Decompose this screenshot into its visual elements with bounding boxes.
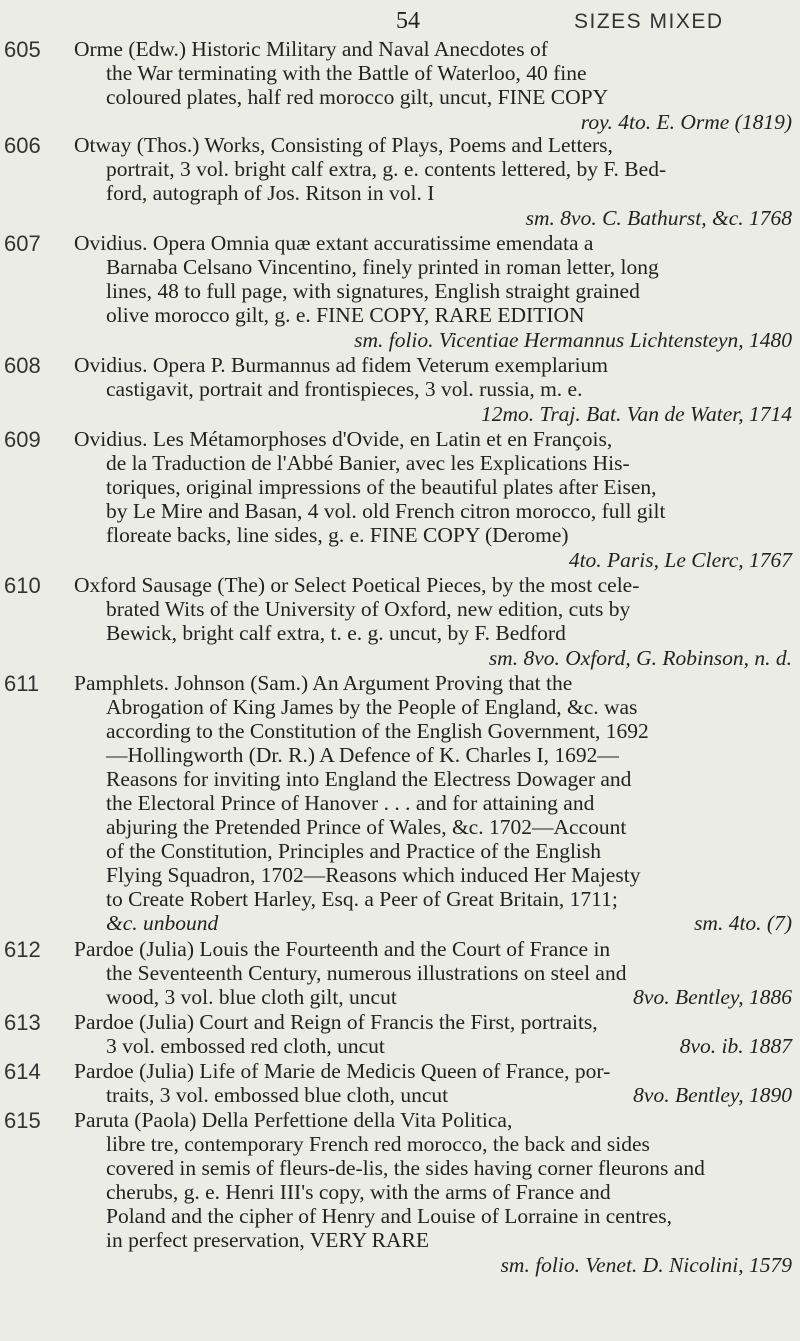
lot-number: 613 [4, 1010, 41, 1035]
lot-number: 614 [4, 1059, 41, 1084]
entry-line: Pardoe (Julia) Louis the Fourteenth and the Court of France in [74, 937, 611, 961]
lot-number: 605 [4, 37, 41, 62]
entry-line: &c. unbound [106, 911, 219, 935]
entry-line: abjuring the Pretended Prince of Wales, &c. 1702—Account [106, 815, 627, 839]
entry-line: the Seventeenth Century, numerous illustrations on steel and [106, 961, 627, 985]
entry-line: Oxford Sausage (The) or Select Poetical Pieces, by the most cele- [74, 573, 640, 597]
lot-number: 607 [4, 231, 41, 256]
entry-line: Poland and the cipher of Henry and Louise of Lorraine in centres, [106, 1204, 672, 1228]
entry-imprint: 12mo. Traj. Bat. Van de Water, 1714 [481, 402, 792, 426]
lot-number: 608 [4, 353, 41, 378]
entry-imprint: sm. 4to. (7) [694, 911, 792, 935]
entry-line: de la Traduction de l'Abbé Banier, avec les Explications His- [106, 451, 630, 475]
entry-imprint: 8vo. ib. 1887 [679, 1034, 792, 1058]
lot-number: 606 [4, 133, 41, 158]
entry-line: Flying Squadron, 1702—Reasons which induced Her Majesty [106, 863, 641, 887]
entry-line: Paruta (Paola) Della Perfettione della Vita Politica, [74, 1108, 513, 1132]
entry-imprint: sm. folio. Vicentiae Hermannus Lichtensteyn, 1480 [354, 328, 792, 352]
entry-line: by Le Mire and Basan, 4 vol. old French citron morocco, full gilt [106, 499, 666, 523]
page-number: 54 [396, 8, 420, 34]
entry-line: in perfect preservation, VERY RARE [106, 1228, 430, 1252]
entry-line: to Create Robert Harley, Esq. a Peer of Great Britain, 1711; [106, 887, 618, 911]
entry-line: —Hollingworth (Dr. R.) A Defence of K. Charles I, 1692— [106, 743, 619, 767]
lot-number: 609 [4, 427, 41, 452]
entry-line: Pardoe (Julia) Court and Reign of Francis the First, portraits, [74, 1010, 598, 1034]
entry-line: of the Constitution, Principles and Practice of the English [106, 839, 602, 863]
entry-line: floreate backs, line sides, g. e. FINE COPY (Derome) [106, 523, 569, 547]
entry-line: Ovidius. Opera Omnia quæ extant accuratissime emendata a [74, 231, 594, 255]
entry-imprint: sm. 8vo. C. Bathurst, &c. 1768 [525, 206, 792, 230]
entry-line: Abrogation of King James by the People of England, &c. was [106, 695, 638, 719]
entry-line: traits, 3 vol. embossed blue cloth, uncut [106, 1083, 449, 1107]
entry-line: Bewick, bright calf extra, t. e. g. uncut, by F. Bedford [106, 621, 566, 645]
entry-imprint: 8vo. Bentley, 1890 [633, 1083, 792, 1107]
entry-line: portrait, 3 vol. bright calf extra, g. e. contents lettered, by F. Bed- [106, 157, 667, 181]
entry-line: coloured plates, half red morocco gilt, uncut, FINE COPY [106, 85, 609, 109]
entry-line: the Electoral Prince of Hanover . . . and for attaining and [106, 791, 595, 815]
lot-number: 610 [4, 573, 41, 598]
section-heading: SIZES MIXED [574, 10, 724, 33]
entry-line: wood, 3 vol. blue cloth gilt, uncut [106, 985, 397, 1009]
entry-line: according to the Constitution of the English Government, 1692 [106, 719, 649, 743]
entry-imprint: 4to. Paris, Le Clerc, 1767 [568, 548, 792, 572]
entry-line: olive morocco gilt, g. e. FINE COPY, RARE EDITION [106, 303, 585, 327]
entry-line: Ovidius. Les Métamorphoses d'Ovide, en Latin et en François, [74, 427, 613, 451]
entry-line: Pamphlets. Johnson (Sam.) An Argument Proving that the [74, 671, 573, 695]
entry-line: Ovidius. Opera P. Burmannus ad fidem Veterum exemplarium [74, 353, 609, 377]
entry-line: brated Wits of the University of Oxford, new edition, cuts by [106, 597, 631, 621]
entry-line: Barnaba Celsano Vincentino, finely printed in roman letter, long [106, 255, 659, 279]
entry-line: castigavit, portrait and frontispieces, 3 vol. russia, m. e. [106, 377, 583, 401]
entry-line: libre tre, contemporary French red morocco, the back and sides [106, 1132, 650, 1156]
lot-number: 611 [4, 671, 40, 696]
entry-line: cherubs, g. e. Henri III's copy, with the arms of France and [106, 1180, 611, 1204]
entry-imprint: sm. folio. Venet. D. Nicolini, 1579 [500, 1253, 792, 1277]
page-header [0, 8, 800, 38]
entry-line: lines, 48 to full page, with signatures, English straight grained [106, 279, 640, 303]
entry-line: covered in semis of fleurs-de-lis, the sides having corner fleurons and [106, 1156, 705, 1180]
entry-line: Reasons for inviting into England the Electress Dowager and [106, 767, 632, 791]
entry-line: Pardoe (Julia) Life of Marie de Medicis Queen of France, por- [74, 1059, 611, 1083]
entry-imprint: 8vo. Bentley, 1886 [633, 985, 792, 1009]
entry-line: ford, autograph of Jos. Ritson in vol. I [106, 181, 435, 205]
lot-number: 612 [4, 937, 41, 962]
lot-number: 615 [4, 1108, 41, 1133]
entry-line: toriques, original impressions of the beautiful plates after Eisen, [106, 475, 657, 499]
entry-line: the War terminating with the Battle of Waterloo, 40 fine [106, 61, 587, 85]
entry-imprint: sm. 8vo. Oxford, G. Robinson, n. d. [488, 646, 792, 670]
entry-line: Orme (Edw.) Historic Military and Naval Anecdotes of [74, 37, 548, 61]
entry-line: 3 vol. embossed red cloth, uncut [106, 1034, 385, 1058]
entry-line: Otway (Thos.) Works, Consisting of Plays, Poems and Letters, [74, 133, 613, 157]
entry-imprint: roy. 4to. E. Orme (1819) [580, 110, 792, 134]
